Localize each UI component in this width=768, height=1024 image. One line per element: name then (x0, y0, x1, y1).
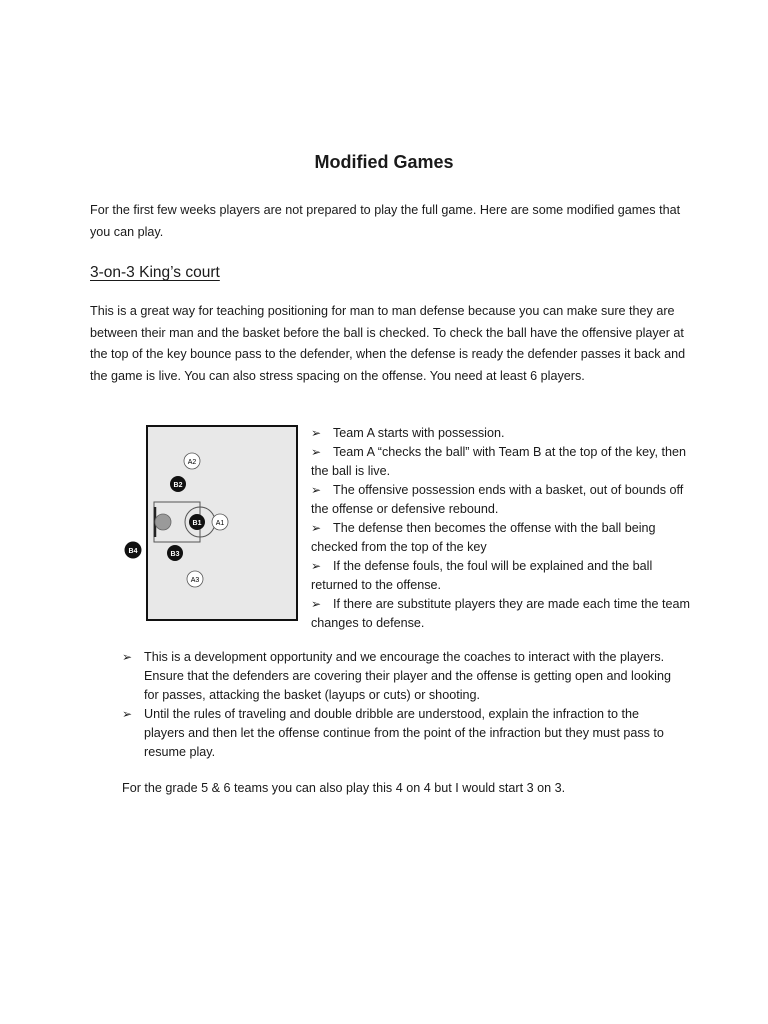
svg-text:A3: A3 (190, 577, 200, 584)
court-drawing (148, 427, 296, 619)
arrow-bullet-icon: ➢ (311, 483, 322, 497)
note-item (122, 648, 682, 705)
rules-list (311, 424, 701, 633)
player-a3 (187, 571, 203, 587)
arrow-bullet-icon: ➢ (311, 445, 322, 459)
arrow-bullet-icon: ➢ (311, 426, 322, 440)
ball-icon (155, 514, 171, 530)
rule-text: Team A “checks the ball” with Team B at the top of the key, then the ball is live. (311, 445, 687, 478)
rule-item (311, 481, 701, 519)
svg-text:B3: B3 (170, 551, 180, 558)
notes-list (122, 648, 682, 762)
rule-text: The defense then becomes the offense with the ball being checked from the top of the key (311, 521, 656, 554)
note-text: Until the rules of traveling and double dribble are understood, explain the infraction to the players and then let the offense continue from the point of the infraction but they must pass to resume play. (144, 707, 664, 759)
player-b1 (189, 514, 205, 530)
player-a1 (212, 514, 228, 530)
rule-item (311, 443, 701, 481)
svg-text:B1: B1 (192, 520, 202, 527)
arrow-bullet-icon: ➢ (122, 707, 133, 721)
closing-note: For the grade 5 & 6 teams you can also play this 4 on 4 but I would start 3 on 3. (122, 781, 566, 795)
note-text: This is a development opportunity and we encourage the coaches to interact with the players. Ensure that the defenders are covering their player and the offense is getting open and looking for passes, attacking the basket (layups or cuts) or shooting. (144, 650, 671, 702)
rule-text: Team A starts with possession. (333, 426, 505, 440)
arrow-bullet-icon: ➢ (311, 521, 322, 535)
page-title: Modified Games (314, 152, 454, 172)
svg-text:B4: B4 (128, 548, 138, 555)
player-b3 (167, 545, 183, 561)
rule-text: The offensive possession ends with a basket, out of bounds off the offense or defensive rebound. (311, 483, 684, 516)
player-b4 (123, 540, 143, 560)
player-a2 (184, 453, 200, 469)
arrow-bullet-icon: ➢ (122, 650, 133, 664)
player-b2 (170, 476, 186, 492)
svg-text:A2: A2 (187, 459, 197, 466)
rule-item (311, 424, 701, 443)
rule-text: If there are substitute players they are made each time the team changes to defense. (311, 597, 691, 630)
note-item (122, 705, 682, 762)
rule-item (311, 595, 701, 633)
court-diagram (146, 425, 298, 621)
arrow-bullet-icon: ➢ (311, 597, 322, 611)
rule-item (311, 519, 701, 557)
rule-item (311, 557, 701, 595)
svg-text:B2: B2 (173, 482, 183, 489)
arrow-bullet-icon: ➢ (311, 559, 322, 573)
rule-text: If the defense fouls, the foul will be explained and the ball returned to the offense. (311, 559, 653, 592)
svg-text:A1: A1 (215, 520, 225, 527)
section-heading: 3-on-3 King’s court (90, 264, 220, 281)
body-paragraph: This is a great way for teaching positioning for man to man defense because you can make sure they are between their man and the basket before the ball is checked. To check the ball have the offensive player at the top of the key bounce pass to the defender, when the defense is ready the defender passes it back and the game is live. You can also stress spacing on the offense. You need at least 6 players. (90, 304, 686, 384)
intro-paragraph: For the first few weeks players are not prepared to play the full game. Here are some modified games that you can play. (90, 203, 681, 239)
